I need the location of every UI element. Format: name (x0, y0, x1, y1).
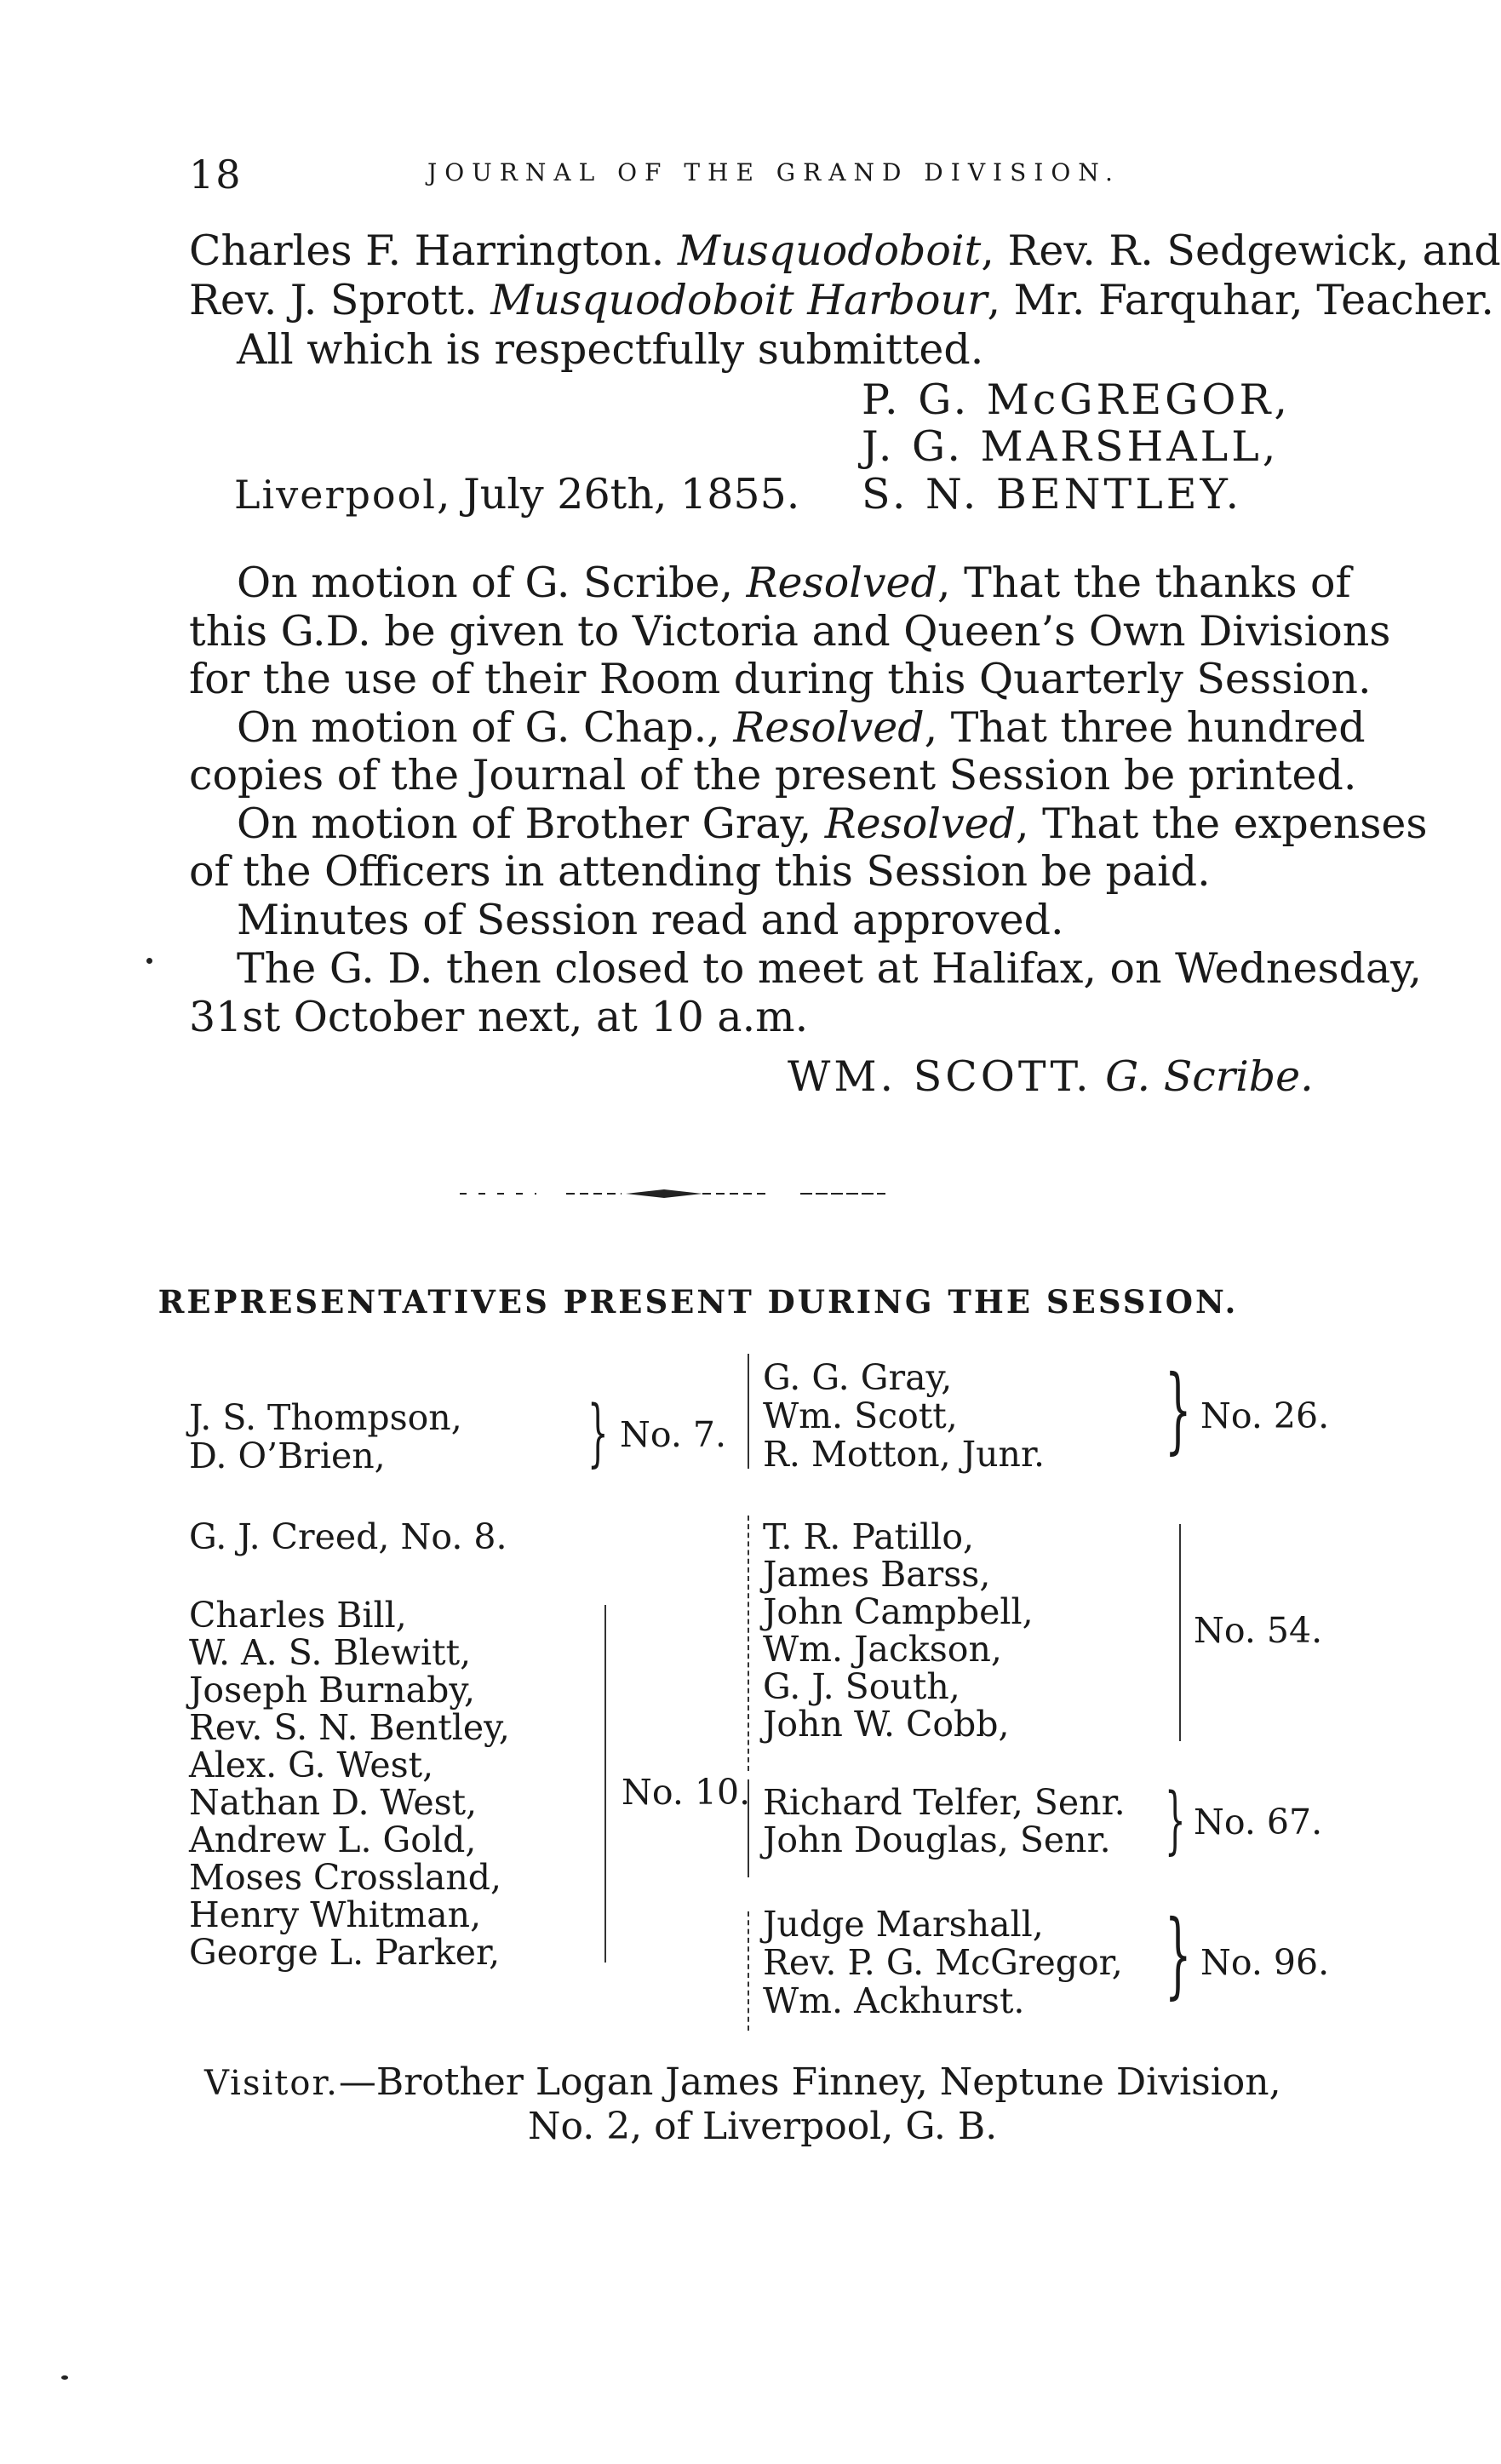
rep-no8: G. J. Creed, No. 8. (189, 1516, 507, 1557)
report-place-date: Liverpool, July 26th, 1855. (234, 470, 800, 519)
minute-3: On motion of Brother Gray, Resolved, That the expenses (237, 799, 1428, 848)
minute-2-line-2: copies of the Journal of the present Session be printed. (189, 751, 1357, 799)
rep-no96-member-1: Judge Marshall, (763, 1904, 1044, 1945)
running-title: JOURNAL OF THE GRAND DIVISION. (427, 158, 1120, 186)
rep-no26-member-2: Wm. Scott, (763, 1395, 958, 1436)
minute-2: On motion of G. Chap., Resolved, That three hundred (237, 703, 1366, 752)
signatory-1: P. G. McGREGOR, (862, 375, 1291, 424)
minute-1-line-2: this G.D. be given to Victoria and Queen’s Own Divisions (189, 607, 1391, 656)
brace-no54 (1179, 1524, 1181, 1741)
scribe-signature: WM. SCOTT. G. Scribe. (788, 1052, 1314, 1101)
rep-no10-member-8: Moses Crossland, (189, 1857, 502, 1898)
brace-no96: } (1165, 1900, 1192, 2008)
rep-no10-member-5: Alex. G. West, (189, 1745, 434, 1785)
division-label-no67: No. 67. (1194, 1802, 1323, 1842)
rep-no10-member-7: Andrew L. Gold, (189, 1819, 477, 1860)
rep-no54-member-5: G. J. South, (763, 1666, 960, 1707)
rep-no54-member-6: John W. Cobb, (763, 1704, 1010, 1745)
rep-no10-member-2: W. A. S. Blewitt, (189, 1632, 472, 1673)
rep-no7-member-1: J. S. Thompson, (189, 1397, 462, 1438)
decorative-rule (443, 1185, 954, 1202)
rep-no96-member-2: Rev. P. G. McGregor, (763, 1942, 1123, 1983)
rep-no10-member-4: Rev. S. N. Bentley, (189, 1707, 510, 1748)
rep-no7-member-2: D. O’Brien, (189, 1435, 386, 1476)
brace-no67: } (1165, 1778, 1186, 1863)
division-label-no7: No. 7. (620, 1414, 727, 1455)
rep-no10-member-9: Henry Whitman, (189, 1894, 482, 1935)
column-divider (748, 1911, 749, 2031)
brace-no10 (604, 1605, 606, 1963)
stray-mark (61, 2375, 68, 2380)
minute-1: On motion of G. Scribe, Resolved, That the thanks of (237, 559, 1351, 607)
rep-no54-member-1: T. R. Patillo, (763, 1516, 975, 1557)
division-label-no10: No. 10. (622, 1772, 751, 1813)
rep-no96-member-3: Wm. Ackhurst. (763, 1980, 1025, 2021)
rep-no54-member-2: James Barss, (763, 1554, 991, 1595)
division-label-no96: No. 96. (1200, 1942, 1330, 1983)
stray-mark (146, 958, 152, 964)
signatory-2: J. G. MARSHALL, (862, 422, 1280, 471)
minute-5: The G. D. then closed to meet at Halifax, on Wednesday, (237, 944, 1422, 993)
visitor-line-1: Visitor.—Brother Logan James Finney, Neptune Division, (204, 2060, 1281, 2104)
rep-no10-member-3: Joseph Burnaby, (189, 1670, 476, 1710)
rep-no54-member-3: John Campbell, (763, 1591, 1034, 1632)
rep-no67-member-1: Richard Telfer, Senr. (763, 1782, 1126, 1823)
page-number: 18 (189, 152, 243, 198)
rep-no10-member-10: George L. Parker, (189, 1932, 501, 1973)
visitor-line-2: No. 2, of Liverpool, G. B. (528, 2105, 998, 2148)
division-label-no54: No. 54. (1194, 1610, 1323, 1651)
signatory-3: S. N. BENTLEY. (862, 470, 1243, 519)
minute-5-line-2: 31st October next, at 10 a.m. (189, 993, 809, 1041)
brace-no26: } (1165, 1355, 1192, 1464)
column-divider (748, 1516, 749, 1771)
minute-4: Minutes of Session read and approved. (237, 896, 1064, 944)
report-line-1: Charles F. Harrington. Musquodoboit, Rev. R. Sedgewick, and (189, 226, 1501, 275)
rep-no26-member-1: G. G. Gray, (763, 1357, 953, 1398)
minute-1-line-3: for the use of their Room during this Quarterly Session. (189, 655, 1372, 703)
submitted-line: All which is respectfully submitted. (237, 325, 984, 374)
representatives-title: REPRESENTATIVES PRESENT DURING THE SESSION. (158, 1283, 1239, 1321)
report-line-2: Rev. J. Sprott. Musquodoboit Harbour, Mr. Farquhar, Teacher. (189, 276, 1494, 324)
brace-no7: } (587, 1390, 609, 1476)
rep-no26-member-3: R. Motton, Junr. (763, 1434, 1046, 1475)
minute-3-line-2: of the Officers in attending this Session be paid. (189, 847, 1211, 896)
column-divider (748, 1354, 749, 1469)
division-label-no26: No. 26. (1200, 1395, 1330, 1436)
rep-no54-member-4: Wm. Jackson, (763, 1629, 1002, 1670)
rep-no10-member-1: Charles Bill, (189, 1595, 407, 1636)
page-header (189, 152, 1321, 203)
rep-no10-member-6: Nathan D. West, (189, 1782, 478, 1823)
rep-no67-member-2: John Douglas, Senr. (763, 1819, 1111, 1860)
